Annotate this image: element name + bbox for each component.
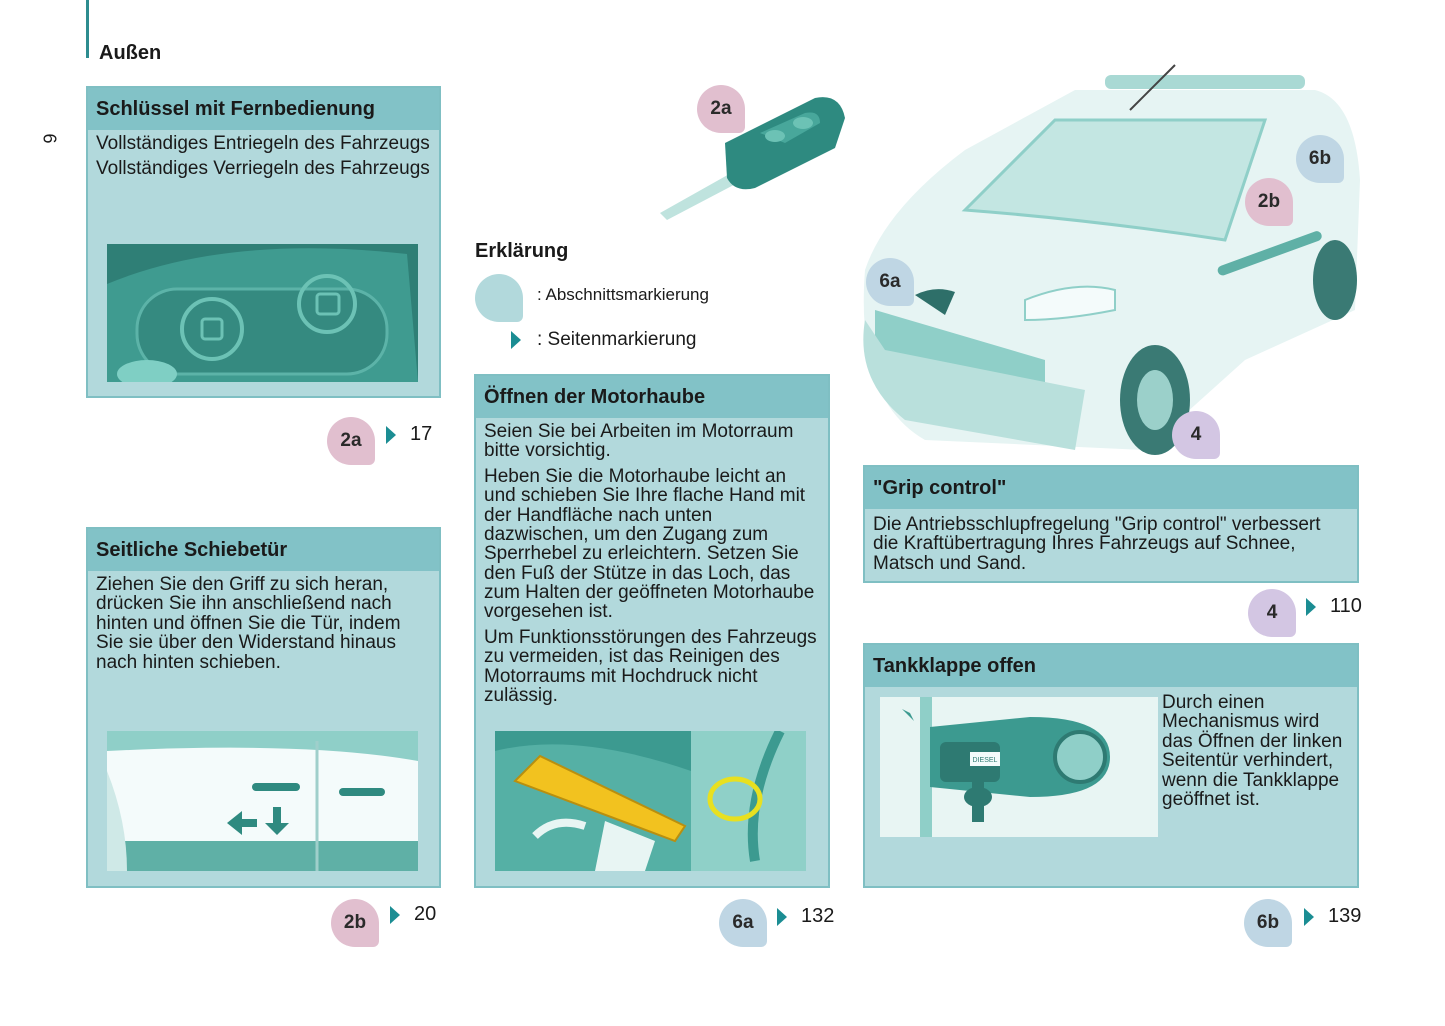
page-arrow-icon <box>1306 598 1316 616</box>
section-marker-sample <box>475 274 523 322</box>
key-remote-box <box>86 86 441 398</box>
grip-box-text: Die Antriebsschlupfregelung "Grip control" verbessert die Kraftübertragung Ihres Fahrzeugs auf Schnee, Matsch und Sand. <box>873 514 1321 574</box>
fuel-box-title: Tankklappe offen <box>865 645 1357 687</box>
fuel-section-marker: 6b <box>1244 899 1292 947</box>
margin-rule <box>86 0 89 58</box>
hood-section-marker: 6a <box>719 899 767 947</box>
page-number: 6 <box>39 133 60 144</box>
car-marker-door: 2b <box>1245 178 1293 226</box>
page-arrow-icon <box>777 908 787 926</box>
key-line-unlock: Vollständiges Entriegeln des Fahrzeugs <box>96 133 430 154</box>
key-box-title: Schlüssel mit Fernbedienung <box>88 88 439 130</box>
hood-page-number: 132 <box>801 905 835 927</box>
door-handle-illustration <box>107 731 418 871</box>
key-page-ref[interactable] <box>386 423 432 446</box>
grip-section-marker: 4 <box>1248 589 1296 637</box>
fuel-flap-illustration <box>880 697 1158 837</box>
door-page-number: 20 <box>414 903 437 925</box>
door-box-text: Ziehen Sie den Griff zu sich heran, drücken Sie ihn anschließend nach hinten und öffnen Sie die Tür, indem Sie sie über den Widerstand hinaus nach hinten schieben. <box>96 574 401 673</box>
sliding-door-box <box>86 527 441 888</box>
door-page-ref[interactable] <box>390 903 436 926</box>
hood-box-title: Öffnen der Motorhaube <box>476 376 828 418</box>
key-buttons-illustration <box>107 244 418 382</box>
diesel-label: DIESEL <box>972 757 998 764</box>
grip-box-title: "Grip control" <box>865 467 1357 509</box>
hood-paragraph-2: Heben Sie die Motorhaube leicht an und schieben Sie Ihre flache Hand mit der Handfläche nach unten dazwischen, um den Zugang zum Sperrhebel zu erleichtern. Setzen Sie den Fuß der Stütze in das Loch, das zum Halten der geöffneten Motorhaube vorgesehen ist. <box>484 465 815 623</box>
key-line-lock: Vollständiges Verriegeln des Fahrzeugs <box>96 158 430 180</box>
page-arrow-icon <box>1304 908 1314 926</box>
legend-page-label: : Seitenmarkierung <box>537 329 697 350</box>
legend-section-marker <box>537 285 709 305</box>
page-arrow-icon <box>511 331 521 349</box>
key-box-text <box>88 130 439 179</box>
section-title: Außen <box>99 42 162 64</box>
key-fob-illustration <box>655 88 850 220</box>
hood-box-text <box>476 418 828 705</box>
fuel-flap-box <box>863 643 1359 888</box>
grip-page-number: 110 <box>1330 595 1362 617</box>
legend-page-marker <box>511 329 696 351</box>
door-section-marker: 2b <box>331 899 379 947</box>
legend-section-label: : Abschnittsmarkierung <box>537 285 709 304</box>
car-marker-fuel: 6b <box>1296 135 1344 183</box>
fuel-page-number: 139 <box>1328 905 1362 927</box>
page-arrow-icon <box>386 426 396 444</box>
key-section-marker: 2a <box>327 417 375 465</box>
hood-paragraph-3: Um Funktionsstörungen des Fahrzeugs zu vermeiden, ist das Reinigen des Motorraums mit Hochdruck nicht zulässig. <box>484 626 817 706</box>
door-box-title: Seitliche Schiebetür <box>88 529 439 571</box>
vehicle-illustration <box>845 60 1375 460</box>
key-page-number: 17 <box>410 423 433 445</box>
grip-page-ref[interactable] <box>1306 595 1362 618</box>
fuel-page-ref[interactable] <box>1304 905 1361 928</box>
hood-latch-illustration <box>495 731 806 871</box>
page-arrow-icon <box>390 906 400 924</box>
car-marker-grip: 4 <box>1172 411 1220 459</box>
hood-box <box>474 374 830 888</box>
legend-title: Erklärung <box>475 240 569 262</box>
hood-paragraph-1: Seien Sie bei Arbeiten im Motorraum bitte vorsichtig. <box>484 421 794 462</box>
hood-page-ref[interactable] <box>777 905 834 928</box>
fuel-box-text: Durch einen Mechanismus wird das Öffnen der linken Seitentür verhindert, wenn die Tankklappe geöffnet ist. <box>1162 692 1343 810</box>
car-marker-hood: 6a <box>866 258 914 306</box>
grip-control-box <box>863 465 1359 583</box>
key-illustration-marker: 2a <box>697 85 745 133</box>
